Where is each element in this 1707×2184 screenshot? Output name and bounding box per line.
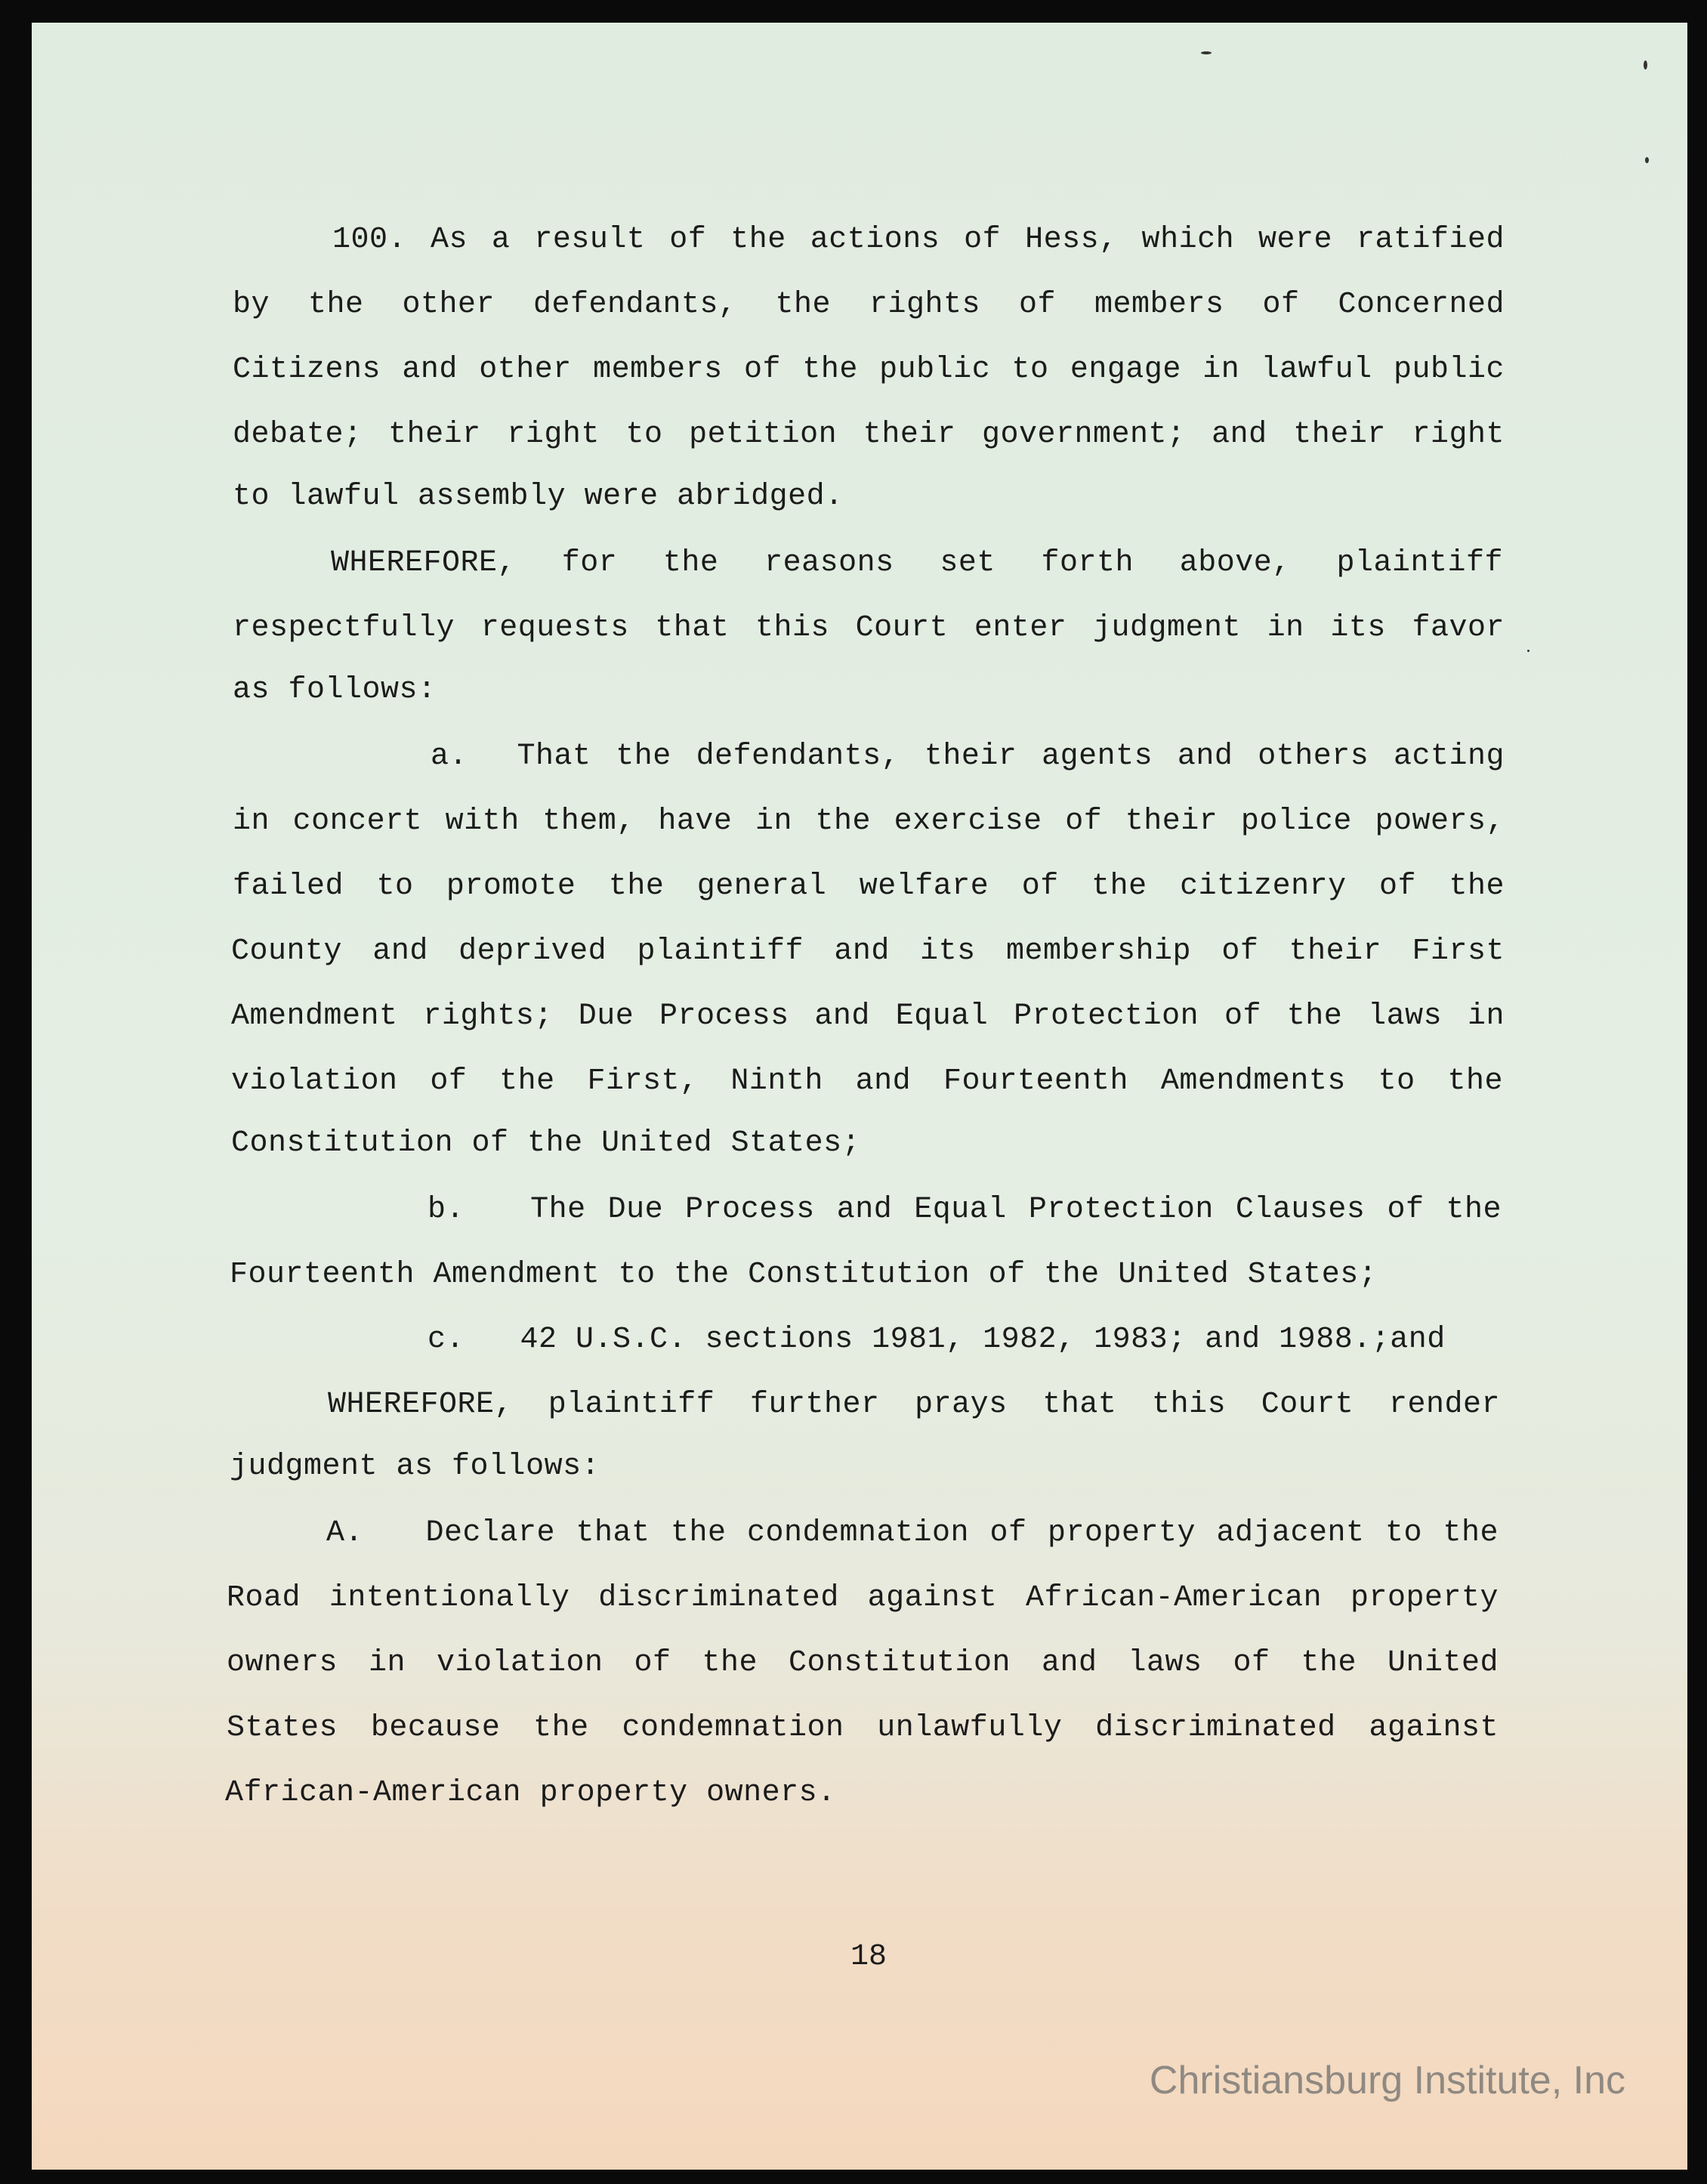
text-line: c. 42 U.S.C. sections 1981, 1982, 1983; and 1988.;and (428, 1323, 1446, 1357)
text-line: States because the condemnation unlawfully discriminated against (227, 1711, 1499, 1745)
text-line: Fourteenth Amendment to the Constitution of the United States; (230, 1258, 1378, 1292)
text-line: owners in violation of the Constitution and laws of the United (227, 1646, 1499, 1680)
watermark: Christiansburg Institute, Inc (1149, 2059, 1625, 2102)
text-line: 100. As a result of the actions of Hess, which were ratified (332, 223, 1505, 257)
text-line: to lawful assembly were abridged. (233, 480, 844, 514)
text-line: WHEREFORE, for the reasons set forth above, plaintiff (331, 546, 1503, 580)
text-line: County and deprived plaintiff and its membership of their First (231, 934, 1505, 968)
text-line: in concert with them, have in the exercise of their police powers, (233, 805, 1505, 839)
text-line: as follows: (233, 673, 437, 707)
text-line: debate; their right to petition their government; and their right (233, 418, 1505, 452)
text-line: by the other defendants, the rights of members of Concerned (233, 288, 1505, 322)
text-line: a. That the defendants, their agents and others acting (431, 740, 1505, 774)
text-line: judgment as follows: (230, 1450, 600, 1484)
text-line: Amendment rights; Due Process and Equal Protection of the laws in (231, 999, 1505, 1033)
text-line: Constitution of the United States; (231, 1126, 861, 1160)
text-line: African-American property owners. (225, 1776, 836, 1810)
text-line: failed to promote the general welfare of the citizenry of the (233, 870, 1505, 904)
text-line: A. Declare that the condemnation of property adjacent to the (326, 1516, 1499, 1550)
text-line: b. The Due Process and Equal Protection Clauses of the (428, 1193, 1502, 1227)
text-line: WHEREFORE, plaintiff further prays that this Court render (328, 1388, 1500, 1422)
page-number: 18 (850, 1940, 887, 1974)
text-line: violation of the First, Ninth and Fourteenth Amendments to the (231, 1064, 1503, 1098)
text-line: respectfully requests that this Court enter judgment in its favor (233, 611, 1505, 645)
text-line: Road intentionally discriminated against African-American property (227, 1581, 1499, 1615)
text-line: Citizens and other members of the public to engage in lawful public (233, 353, 1505, 387)
